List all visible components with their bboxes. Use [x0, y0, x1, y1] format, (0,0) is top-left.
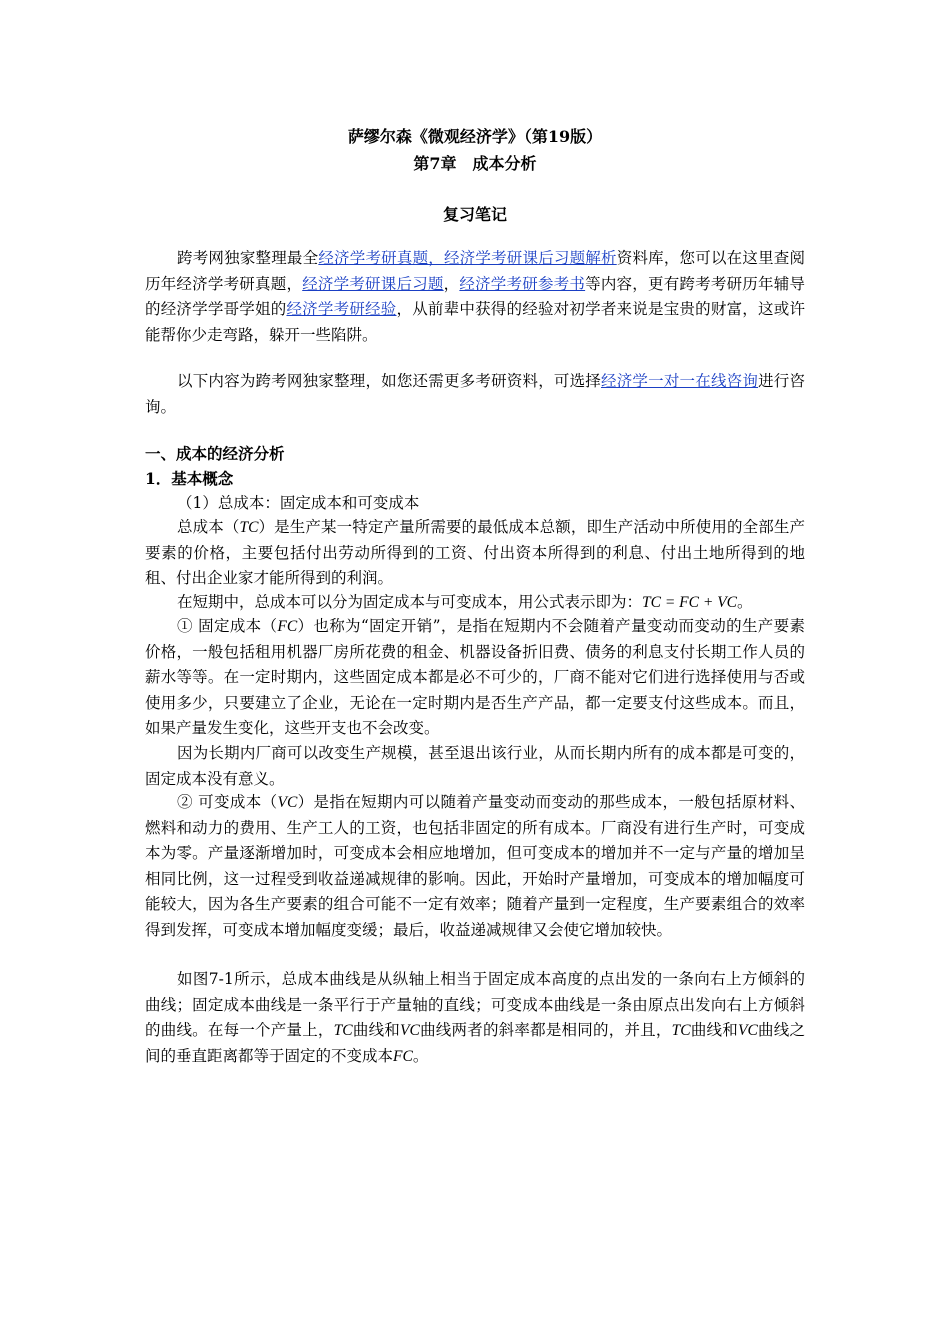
para-text: ）也称为“固定开销”，是指在短期内不会随着产量变动而变动的生产要素价格，一般包括租用机器厂房所花费的租金、机器设备折旧费、债务的利息支付长期工作人员的薪水等等。在一定时期内，这些固定成本都是必不可少的，厂商不能对它们进行选择使用与否或使用多少，只要建立了企业，无论在一定时期内是否生产产品，都一定要支付这些成本。而且，如果产量发生变化，这些开支也不会改变。 [145, 617, 805, 737]
tc-symbol: TC [671, 1022, 691, 1039]
para-text: 。 [412, 1046, 429, 1065]
tc-symbol: TC [239, 519, 259, 536]
link-exam-experience[interactable]: 经济学考研经验 [286, 300, 397, 318]
fixed-cost-paragraph [145, 614, 805, 742]
section-heading: 一、成本的经济分析 [145, 444, 285, 463]
subsection-heading: 1．基本概念 [145, 469, 234, 488]
para-text: 曲线之间的垂直距离都等于固定的不变成本 [145, 1021, 805, 1065]
para-text: ）是指在短期内可以随着产量变动而变动的那些成本，一般包括原材料、燃料和动力的费用、生产工人的工资，也包括非固定的所有成本。厂商没有进行生产时，可变成本为零。产量逐渐增加时，可变成本会相应地增加，但可变成本的增加并不一定与产量的增加呈相同比例，这一过程受到收益递减规律的影响。因此，开始时产量增加，可变成本的增加幅度可能较大，因为各生产要素的组合可能不一定有效率；随着产量到一定程度，生产要素组合的效率得到发挥，可变成本增加幅度变缓；最后，收益递减规律又会使它增加较快。 [145, 793, 805, 939]
para-text: 。 [737, 593, 753, 611]
consult-text: 以下内容为跨考网独家整理，如您还需更多考研资料，可选择 [177, 372, 602, 390]
consult-text: 进行咨询。 [145, 372, 805, 416]
para-text: 如图7-1所示，总成本曲线是从纵轴上相当于固定成本高度的点出发的一条向右上方倾斜的曲线；固定成本曲线是一条平行于产量轴的直线；可变成本曲线是一条由原点出发向右上方倾斜的曲线。在每一个产量上， [145, 970, 805, 1039]
fc-symbol: FC [277, 618, 298, 635]
long-run-paragraph: 因为长期内厂商可以改变生产规模，甚至退出该行业，从而长期内所有的成本都是可变的，固定成本没有意义。 [145, 744, 805, 788]
item-heading: （1）总成本：固定成本和可变成本 [177, 494, 420, 512]
tc-symbol: TC [333, 1022, 353, 1039]
para-text: 曲线和 [690, 1021, 738, 1039]
para-text: 总成本（ [177, 518, 240, 536]
intro-text: ， [443, 274, 460, 293]
para-text: ① 固定成本（ [177, 617, 278, 635]
vc-symbol: VC [277, 794, 298, 811]
intro-text: 资料库，您可以在这里查阅历年经济学考研真题， [145, 249, 805, 293]
link-exam-questions[interactable]: 经济学考研真题，经济学考研课后习题解析 [318, 249, 617, 267]
para-text: ② 可变成本（ [177, 793, 278, 811]
doc-title: 萨缪尔森《微观经济学》（第19版） [347, 127, 603, 146]
para-text: ）是生产某一特定产量所需要的最低成本总额，即生产活动中所使用的全部生产要素的价格，主要包括付出劳动所得到的工资、付出资本所得到的利息、付出土地所得到的地租、付出企业家才能所得到的利润。 [145, 518, 805, 587]
para-text: 曲线两者的斜率都是相同的，并且， [419, 1021, 672, 1039]
total-cost-paragraph [145, 515, 805, 592]
para-text: 在短期中，总成本可以分为固定成本与可变成本，用公式表示即为： [177, 593, 643, 611]
fc-symbol: FC [393, 1047, 413, 1065]
cost-formula: TC = FC + VC [642, 594, 738, 611]
para-text: 曲线和 [352, 1021, 401, 1039]
vc-symbol: VC [400, 1022, 420, 1039]
intro-text: 跨考网独家整理最全 [177, 249, 319, 267]
intro-paragraph [145, 246, 805, 348]
chapter-title: 第7章 成本分析 [413, 154, 537, 173]
link-online-consult[interactable]: 经济学一对一在线咨询 [601, 372, 759, 390]
link-reference-books[interactable]: 经济学考研参考书 [459, 274, 586, 293]
short-run-paragraph [145, 590, 805, 616]
vc-symbol: VC [737, 1022, 758, 1039]
section-subtitle: 复习笔记 [442, 205, 507, 224]
intro-text: ，从前辈中获得的经验对初学者来说是宝贵的财富，这或许能帮你少走弯路，躲开一些陷阱。 [145, 300, 805, 344]
figure-paragraph [145, 967, 805, 1069]
link-exercises[interactable]: 经济学考研课后习题 [302, 274, 444, 293]
variable-cost-paragraph [145, 790, 805, 943]
intro-text: 等内容，更有跨考考研历年辅导的经济学学哥学姐的 [145, 274, 805, 318]
consult-paragraph [145, 369, 805, 420]
